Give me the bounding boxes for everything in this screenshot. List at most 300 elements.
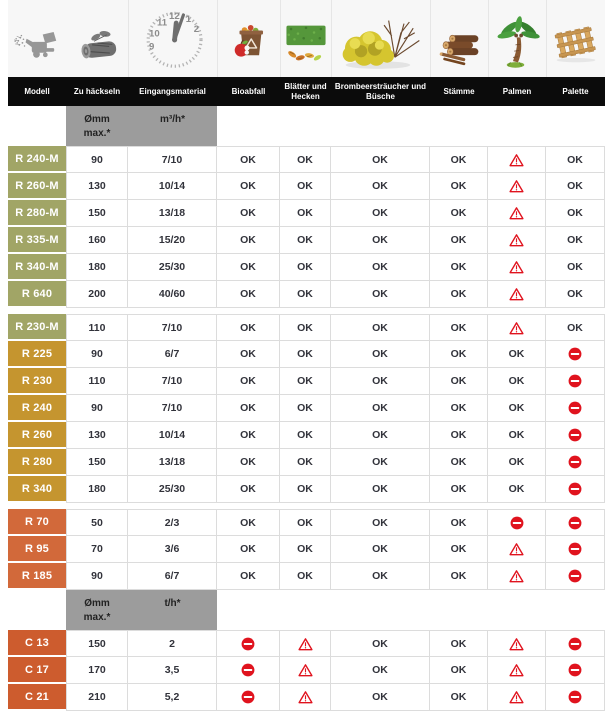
status-cell-palette <box>546 563 605 590</box>
table-row <box>8 476 605 503</box>
table-row <box>8 281 605 308</box>
status-cell-brombeerstraeucher <box>331 227 430 254</box>
warning-triangle-icon <box>509 690 524 704</box>
subheader-spacer <box>217 590 280 630</box>
svg-text:2: 2 <box>193 23 200 35</box>
subheader-spacer <box>217 106 280 146</box>
table-row <box>8 395 605 422</box>
status-cell-palmen <box>488 536 546 563</box>
status-cell-brombeerstraeucher <box>331 173 430 200</box>
diameter-value: 180 <box>66 254 128 281</box>
status-cell-staemme <box>430 536 488 563</box>
diameter-value: 50 <box>66 509 128 536</box>
diameter-unit-label <box>66 106 128 146</box>
ok-label: OK <box>508 375 525 387</box>
diameter-value: 90 <box>66 563 128 590</box>
ok-label: OK <box>372 375 388 387</box>
throughput-value: 25/30 <box>128 476 217 503</box>
prohibited-icon <box>568 637 582 651</box>
prohibited-icon <box>510 516 524 530</box>
status-cell-brombeerstraeucher <box>331 281 430 308</box>
ok-label: OK <box>372 180 388 192</box>
status-cell-staemme <box>430 509 488 536</box>
status-cell-bioabfall <box>217 449 280 476</box>
ok-label: OK <box>372 207 388 219</box>
status-cell-staemme <box>430 173 488 200</box>
warning-triangle-icon <box>298 637 313 651</box>
prohibited-icon <box>568 401 582 415</box>
status-cell-brombeerstraeucher <box>331 536 430 563</box>
diameter-value: 90 <box>66 341 128 368</box>
ok-label: OK <box>372 429 388 441</box>
table-row <box>8 314 605 341</box>
ok-label: OK <box>297 153 313 166</box>
model-label: C 21 <box>8 684 66 711</box>
status-cell-bioabfall <box>217 254 280 281</box>
ok-label: OK <box>567 153 583 166</box>
ok-label: OK <box>567 234 583 246</box>
model-label: R 340 <box>8 476 66 503</box>
ok-label: OK <box>372 261 388 273</box>
svg-text:10: 10 <box>149 28 160 40</box>
status-cell-blaetter-hecken <box>280 476 331 503</box>
ok-label: OK <box>450 483 467 495</box>
ok-label: OK <box>240 456 256 468</box>
ok-label: OK <box>450 543 467 555</box>
status-cell-blaetter-hecken <box>280 422 331 449</box>
throughput-value: 3/6 <box>128 536 217 563</box>
status-cell-staemme <box>430 200 488 227</box>
prohibited-icon <box>241 663 255 677</box>
status-cell-blaetter-hecken <box>280 146 331 173</box>
diameter-unit-line2: max.* <box>83 611 111 623</box>
status-cell-brombeerstraeucher <box>331 563 430 590</box>
diameter-value: 170 <box>66 657 128 684</box>
status-cell-palette <box>546 227 605 254</box>
ok-label: OK <box>567 207 583 219</box>
column-label-modell: Modell <box>24 86 50 96</box>
ok-label: OK <box>567 321 583 334</box>
ok-label: OK <box>297 570 313 582</box>
status-cell-staemme <box>430 146 488 173</box>
ok-label: OK <box>240 261 256 273</box>
status-cell-palette <box>546 341 605 368</box>
column-header-band <box>8 77 605 106</box>
status-cell-blaetter-hecken <box>280 368 331 395</box>
prohibited-icon <box>568 455 582 469</box>
status-cell-palette <box>546 281 605 308</box>
status-cell-palmen <box>488 395 546 422</box>
status-cell-bioabfall <box>217 476 280 503</box>
column-label-zu-haeckseln: Zu häckseln <box>73 86 121 96</box>
throughput-value: 7/10 <box>128 314 217 341</box>
status-cell-palmen <box>488 146 546 173</box>
status-cell-blaetter-hecken <box>280 254 331 281</box>
svg-text:1: 1 <box>185 14 192 26</box>
status-cell-bioabfall <box>217 630 280 657</box>
diameter-value: 130 <box>66 173 128 200</box>
ok-label: OK <box>450 637 467 650</box>
ok-label: OK <box>372 402 388 414</box>
warning-triangle-icon <box>509 287 524 301</box>
status-cell-staemme <box>430 254 488 281</box>
status-cell-palette <box>546 630 605 657</box>
model-label: R 260-M <box>8 173 66 200</box>
status-cell-palmen <box>488 227 546 254</box>
status-cell-blaetter-hecken <box>280 281 331 308</box>
ok-label: OK <box>450 348 467 360</box>
ok-label: OK <box>508 402 525 414</box>
ok-label: OK <box>297 234 313 246</box>
ok-label: OK <box>297 288 313 300</box>
status-cell-brombeerstraeucher <box>331 476 430 503</box>
column-label-palette: Palette <box>562 86 589 96</box>
warning-triangle-icon <box>298 663 313 677</box>
status-cell-brombeerstraeucher <box>331 630 430 657</box>
warning-triangle-icon <box>509 153 524 167</box>
ok-label: OK <box>508 348 525 360</box>
prohibited-icon <box>568 374 582 388</box>
subheader-spacer <box>430 590 488 630</box>
column-label-eingangsmaterial: Eingangsmaterial <box>139 86 206 96</box>
ok-label: OK <box>240 288 256 300</box>
status-cell-palmen <box>488 173 546 200</box>
chipper-icon <box>8 0 66 77</box>
status-cell-palette <box>546 476 605 503</box>
model-label: C 13 <box>8 630 66 657</box>
table-row <box>8 630 605 657</box>
diameter-unit-line1: Ømm <box>84 598 110 609</box>
status-cell-blaetter-hecken <box>280 227 331 254</box>
table-row <box>8 254 605 281</box>
pallet-icon <box>546 0 605 77</box>
ok-label: OK <box>372 516 388 529</box>
model-label: R 95 <box>8 536 66 563</box>
palm-icon <box>488 0 546 77</box>
status-cell-brombeerstraeucher <box>331 200 430 227</box>
status-cell-staemme <box>430 563 488 590</box>
table-row <box>8 563 605 590</box>
ok-label: OK <box>240 429 256 441</box>
diameter-unit-line1: Ømm <box>84 114 110 125</box>
ok-label: OK <box>567 288 583 300</box>
status-cell-blaetter-hecken <box>280 449 331 476</box>
status-cell-staemme <box>430 422 488 449</box>
status-cell-bioabfall <box>217 536 280 563</box>
ok-label: OK <box>240 180 256 192</box>
ok-label: OK <box>450 456 467 468</box>
model-label: R 230 <box>8 368 66 395</box>
warning-triangle-icon <box>509 206 524 220</box>
throughput-value: 7/10 <box>128 368 217 395</box>
status-cell-staemme <box>430 449 488 476</box>
status-cell-palmen <box>488 368 546 395</box>
table-body <box>8 106 605 711</box>
table-row <box>8 368 605 395</box>
ok-label: OK <box>450 234 467 246</box>
unit-subheader-row <box>8 590 605 630</box>
status-cell-brombeerstraeucher <box>331 341 430 368</box>
status-cell-staemme <box>430 476 488 503</box>
prohibited-icon <box>568 347 582 361</box>
status-cell-bioabfall <box>217 173 280 200</box>
status-cell-palette <box>546 657 605 684</box>
status-cell-staemme <box>430 281 488 308</box>
model-label: R 260 <box>8 422 66 449</box>
status-cell-bioabfall <box>217 368 280 395</box>
ok-label: OK <box>240 207 256 219</box>
ok-label: OK <box>450 516 467 529</box>
diameter-value: 150 <box>66 630 128 657</box>
unit-subheader-row <box>8 106 605 146</box>
status-cell-staemme <box>430 395 488 422</box>
status-cell-brombeerstraeucher <box>331 422 430 449</box>
status-cell-brombeerstraeucher <box>331 368 430 395</box>
ok-label: OK <box>567 261 583 273</box>
throughput-value: 5,2 <box>128 684 217 711</box>
table-row <box>8 509 605 536</box>
warning-triangle-icon <box>509 233 524 247</box>
throughput-value: 40/60 <box>128 281 217 308</box>
throughput-value: 2 <box>128 630 217 657</box>
status-cell-staemme <box>430 368 488 395</box>
warning-triangle-icon <box>509 637 524 651</box>
throughput-value: 10/14 <box>128 422 217 449</box>
ok-label: OK <box>297 261 313 273</box>
status-cell-bioabfall <box>217 341 280 368</box>
status-cell-palette <box>546 395 605 422</box>
prohibited-icon <box>568 690 582 704</box>
ok-label: OK <box>372 321 388 334</box>
ok-label: OK <box>297 456 313 468</box>
column-label-staemme: Stämme <box>443 86 475 96</box>
svg-text:12: 12 <box>169 11 180 22</box>
throughput-value: 15/20 <box>128 227 217 254</box>
status-cell-palette <box>546 536 605 563</box>
subheader-spacer <box>8 106 66 146</box>
table-row <box>8 341 605 368</box>
ok-label: OK <box>450 375 467 387</box>
warning-triangle-icon <box>509 260 524 274</box>
ok-label: OK <box>240 543 256 555</box>
prohibited-icon <box>241 690 255 704</box>
status-cell-blaetter-hecken <box>280 684 331 711</box>
ok-label: OK <box>372 664 388 676</box>
warning-triangle-icon <box>298 690 313 704</box>
ok-label: OK <box>372 153 388 166</box>
status-cell-staemme <box>430 314 488 341</box>
status-cell-brombeerstraeucher <box>331 314 430 341</box>
status-cell-bioabfall <box>217 146 280 173</box>
status-cell-staemme <box>430 227 488 254</box>
status-cell-bioabfall <box>217 563 280 590</box>
prohibited-icon <box>568 569 582 583</box>
diameter-value: 150 <box>66 449 128 476</box>
ok-label: OK <box>297 402 313 414</box>
warning-triangle-icon <box>509 542 524 556</box>
status-cell-palmen <box>488 476 546 503</box>
model-label: R 225 <box>8 341 66 368</box>
status-cell-brombeerstraeucher <box>331 449 430 476</box>
status-cell-bioabfall <box>217 509 280 536</box>
diameter-unit-label <box>66 590 128 630</box>
status-cell-blaetter-hecken <box>280 509 331 536</box>
status-cell-palmen <box>488 422 546 449</box>
ok-label: OK <box>450 153 467 166</box>
ok-label: OK <box>450 570 467 582</box>
status-cell-bioabfall <box>217 227 280 254</box>
table-row <box>8 227 605 254</box>
ok-label: OK <box>297 321 313 334</box>
column-label-palmen: Palmen <box>502 86 532 96</box>
svg-text:9: 9 <box>149 41 155 53</box>
ok-label: OK <box>240 321 256 334</box>
status-cell-palette <box>546 254 605 281</box>
status-cell-brombeerstraeucher <box>331 657 430 684</box>
warning-triangle-icon <box>509 569 524 583</box>
status-cell-palette <box>546 422 605 449</box>
model-label: R 185 <box>8 563 66 590</box>
subheader-spacer <box>331 106 430 146</box>
status-cell-bioabfall <box>217 200 280 227</box>
status-cell-palette <box>546 368 605 395</box>
table-row <box>8 173 605 200</box>
status-cell-palmen <box>488 200 546 227</box>
ok-label: OK <box>240 516 256 529</box>
ok-label: OK <box>450 429 467 441</box>
ok-label: OK <box>372 543 388 555</box>
status-cell-blaetter-hecken <box>280 314 331 341</box>
status-cell-palmen <box>488 563 546 590</box>
ok-label: OK <box>508 456 525 468</box>
throughput-value: 25/30 <box>128 254 217 281</box>
ok-label: OK <box>297 207 313 219</box>
status-cell-blaetter-hecken <box>280 173 331 200</box>
subheader-spacer <box>331 590 430 630</box>
table-row <box>8 422 605 449</box>
diameter-value: 160 <box>66 227 128 254</box>
warning-triangle-icon <box>509 663 524 677</box>
ok-label: OK <box>372 483 388 495</box>
ok-label: OK <box>372 288 388 300</box>
warning-triangle-icon <box>509 321 524 335</box>
status-cell-palette <box>546 684 605 711</box>
diameter-value: 150 <box>66 200 128 227</box>
status-cell-staemme <box>430 657 488 684</box>
ok-label: OK <box>450 402 467 414</box>
ok-label: OK <box>450 664 467 676</box>
throughput-value: 7/10 <box>128 395 217 422</box>
ok-label: OK <box>372 570 388 582</box>
ok-label: OK <box>567 180 583 192</box>
status-cell-bioabfall <box>217 314 280 341</box>
diameter-value: 70 <box>66 536 128 563</box>
ok-label: OK <box>240 234 256 246</box>
hedge-icon <box>280 0 331 77</box>
ok-label: OK <box>297 543 313 555</box>
ok-label: OK <box>240 375 256 387</box>
diameter-value: 130 <box>66 422 128 449</box>
status-cell-blaetter-hecken <box>280 536 331 563</box>
diameter-value: 90 <box>66 146 128 173</box>
throughput-value: 6/7 <box>128 341 217 368</box>
status-cell-brombeerstraeucher <box>331 254 430 281</box>
throughput-value: 7/10 <box>128 146 217 173</box>
ok-label: OK <box>297 429 313 441</box>
ok-label: OK <box>450 321 467 334</box>
status-cell-palette <box>546 314 605 341</box>
log-icon <box>66 0 128 77</box>
subheader-spacer <box>430 106 488 146</box>
prohibited-icon <box>568 428 582 442</box>
status-cell-palmen <box>488 449 546 476</box>
ok-label: OK <box>372 637 388 650</box>
table-row <box>8 200 605 227</box>
ok-label: OK <box>297 375 313 387</box>
ok-label: OK <box>240 402 256 414</box>
throughput-value: 13/18 <box>128 449 217 476</box>
status-cell-blaetter-hecken <box>280 395 331 422</box>
table-row <box>8 657 605 684</box>
status-cell-bioabfall <box>217 684 280 711</box>
status-cell-brombeerstraeucher <box>331 509 430 536</box>
status-cell-staemme <box>430 630 488 657</box>
table-row <box>8 684 605 711</box>
diameter-value: 110 <box>66 368 128 395</box>
ok-label: OK <box>240 348 256 360</box>
logs-icon <box>430 0 488 77</box>
column-label-bioabfall: Bioabfall <box>231 86 266 96</box>
ok-label: OK <box>240 570 256 582</box>
ok-label: OK <box>240 153 256 166</box>
status-cell-palette <box>546 200 605 227</box>
table-row <box>8 449 605 476</box>
ok-label: OK <box>372 456 388 468</box>
status-cell-palette <box>546 173 605 200</box>
model-label: R 280 <box>8 449 66 476</box>
status-cell-bioabfall <box>217 281 280 308</box>
ok-label: OK <box>297 516 313 529</box>
diameter-value: 200 <box>66 281 128 308</box>
brambles-icon <box>331 0 430 77</box>
prohibited-icon <box>241 637 255 651</box>
diameter-value: 180 <box>66 476 128 503</box>
diameter-value: 90 <box>66 395 128 422</box>
column-label-blaetter-hecken: Blätter und Hecken <box>284 81 327 101</box>
ok-label: OK <box>372 348 388 360</box>
status-cell-palmen <box>488 509 546 536</box>
model-label: R 70 <box>8 509 66 536</box>
column-label-brombeerstraeucher: Brombeersträucher und Büsche <box>334 81 427 101</box>
status-cell-palmen <box>488 630 546 657</box>
ok-label: OK <box>450 180 467 192</box>
chipper-comparison-table <box>8 0 605 711</box>
table-row <box>8 146 605 173</box>
diameter-unit-line2: max.* <box>83 127 111 139</box>
ok-label: OK <box>450 691 467 703</box>
throughput-value: 6/7 <box>128 563 217 590</box>
status-cell-staemme <box>430 341 488 368</box>
prohibited-icon <box>568 516 582 530</box>
model-label: R 640 <box>8 281 66 308</box>
prohibited-icon <box>568 663 582 677</box>
status-cell-palette <box>546 146 605 173</box>
status-cell-palmen <box>488 314 546 341</box>
throughput-unit-label: t/h* <box>128 590 217 630</box>
svg-text:11: 11 <box>157 17 168 29</box>
status-cell-bioabfall <box>217 422 280 449</box>
prohibited-icon <box>568 482 582 496</box>
